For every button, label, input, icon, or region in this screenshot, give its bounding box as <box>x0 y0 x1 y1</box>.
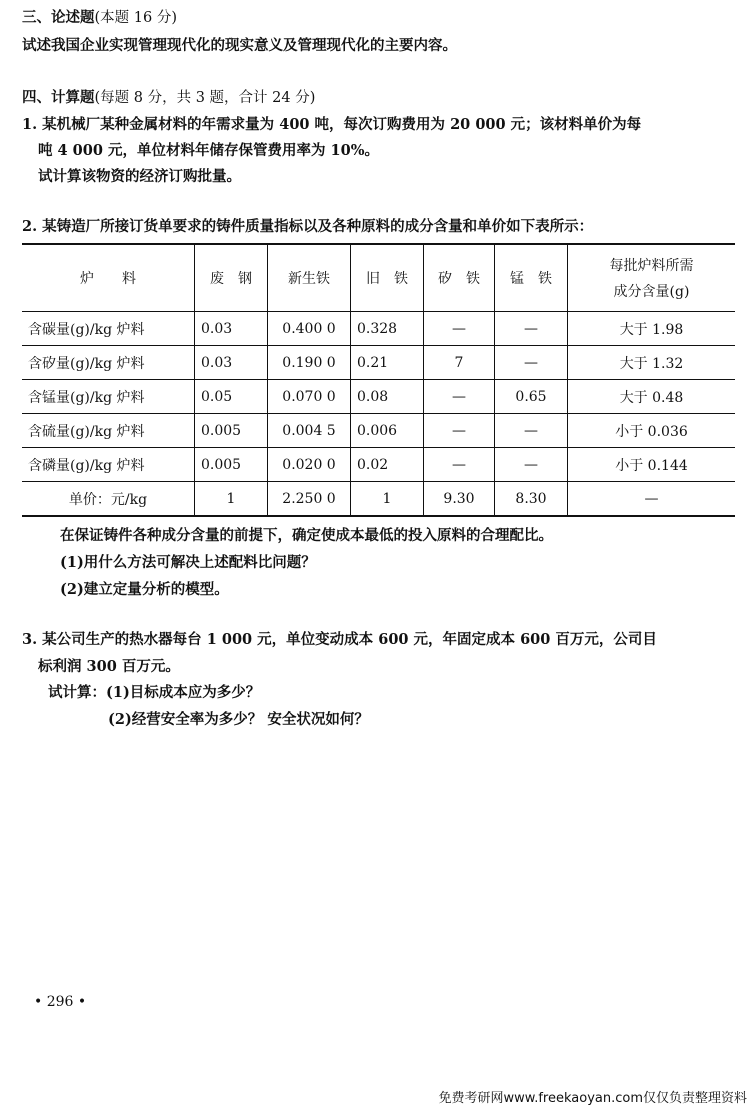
cell-value: 0.03 <box>195 312 268 346</box>
cell-value: — <box>495 448 568 482</box>
cell-value: — <box>495 312 568 346</box>
q3-line4: (2)经营安全率为多少？ 安全状况如何？ <box>108 711 369 728</box>
section3-heading <box>22 8 177 28</box>
cell-value: — <box>424 312 495 346</box>
row-label: 含碳量(g)/kg 炉料 <box>22 312 195 346</box>
cell-value: 0.03 <box>195 346 268 380</box>
cell-value: — <box>424 380 495 414</box>
cell-value: 0.020 0 <box>268 448 351 482</box>
header-material: 炉 料 <box>22 244 195 312</box>
cell-value: 小于 0.144 <box>568 448 736 482</box>
cell-value: 0.006 <box>351 414 424 448</box>
table-header-row <box>22 244 735 312</box>
cell-value: 8.30 <box>495 482 568 517</box>
header-old-iron: 旧 铁 <box>351 244 424 312</box>
cell-value: — <box>424 448 495 482</box>
cell-value: 0.070 0 <box>268 380 351 414</box>
cell-value: 7 <box>424 346 495 380</box>
cell-value: 大于 1.32 <box>568 346 736 380</box>
cell-value: 1 <box>351 482 424 517</box>
cell-value: 0.004 5 <box>268 414 351 448</box>
table-row <box>22 312 735 346</box>
q3-line3: 试计算：(1)目标成本应为多少？ <box>48 684 261 701</box>
q2-after3: (2)建立定量分析的模型。 <box>60 581 229 598</box>
table-row <box>22 346 735 380</box>
cell-value: 0.005 <box>195 448 268 482</box>
table-row <box>22 414 735 448</box>
q2-after2: (1)用什么方法可解决上述配料比问题？ <box>60 554 316 571</box>
watermark-text: 免费考研网www.freekaoyan.com仅仅负责整理资料 <box>438 1091 747 1106</box>
q2-after1: 在保证铸件各种成分含量的前提下，确定使成本最低的投入原料的合理配比。 <box>60 527 553 544</box>
table-row <box>22 482 735 517</box>
header-silicon-iron: 矽 铁 <box>424 244 495 312</box>
cell-value: — <box>568 482 736 517</box>
cell-value: 小于 0.036 <box>568 414 736 448</box>
header-requirement-line1: 每批炉料所需 <box>609 258 694 274</box>
cell-value: 0.005 <box>195 414 268 448</box>
row-label: 含矽量(g)/kg 炉料 <box>22 346 195 380</box>
q1-line2: 吨 4 000 元，单位材料年储存保管费用率为 10%。 <box>38 142 380 159</box>
header-pig-iron: 新生铁 <box>268 244 351 312</box>
cell-value: 2.250 0 <box>268 482 351 517</box>
cell-value: 9.30 <box>424 482 495 517</box>
cell-value: 大于 1.98 <box>568 312 736 346</box>
q3-line2: 标利润 300 百万元。 <box>38 658 180 675</box>
q2-intro: 2. 某铸造厂所接订货单要求的铸件质量指标以及各种原料的成分含量和单价如下表所示： <box>22 218 594 235</box>
cell-value: — <box>495 346 568 380</box>
cell-value: — <box>495 414 568 448</box>
cell-value: 大于 0.48 <box>568 380 736 414</box>
section4-heading <box>22 88 315 108</box>
section4-title: 四、计算题 <box>22 89 95 106</box>
cell-value: — <box>424 414 495 448</box>
header-scrap-steel: 废 钢 <box>195 244 268 312</box>
section4-note: (每题 8 分，共 3 题，合计 24 分) <box>94 90 316 106</box>
cell-value: 0.65 <box>495 380 568 414</box>
header-manganese-iron: 锰 铁 <box>495 244 568 312</box>
cell-value: 1 <box>195 482 268 517</box>
header-requirement <box>568 244 736 312</box>
section3-question: 试述我国企业实现管理现代化的现实意义及管理现代化的主要内容。 <box>22 37 457 54</box>
cell-value: 0.21 <box>351 346 424 380</box>
cell-value: 0.02 <box>351 448 424 482</box>
row-label: 含锰量(g)/kg 炉料 <box>22 380 195 414</box>
q1-line3: 试计算该物资的经济订购批量。 <box>38 168 241 185</box>
q3-line1: 3. 某公司生产的热水器每台 1 000 元，单位变动成本 600 元，年固定成本 600 百万元，公司目 <box>22 631 657 648</box>
table-row <box>22 380 735 414</box>
table-row <box>22 448 735 482</box>
section3-note: (本题 16 分) <box>94 10 177 26</box>
row-label: 含磷量(g)/kg 炉料 <box>22 448 195 482</box>
header-requirement-line2: 成分含量(g) <box>613 284 690 300</box>
cell-value: 0.190 0 <box>268 346 351 380</box>
ingredients-table <box>22 243 735 517</box>
row-label: 单价：元/kg <box>22 482 195 517</box>
cell-value: 0.08 <box>351 380 424 414</box>
page-number: • 296 • <box>34 994 87 1010</box>
cell-value: 0.05 <box>195 380 268 414</box>
q1-line1: 1. 某机械厂某种金属材料的年需求量为 400 吨，每次订购费用为 20 000 元；该材料单价为每 <box>22 116 642 133</box>
cell-value: 0.400 0 <box>268 312 351 346</box>
section3-title: 三、论述题 <box>22 9 95 26</box>
cell-value: 0.328 <box>351 312 424 346</box>
row-label: 含硫量(g)/kg 炉料 <box>22 414 195 448</box>
